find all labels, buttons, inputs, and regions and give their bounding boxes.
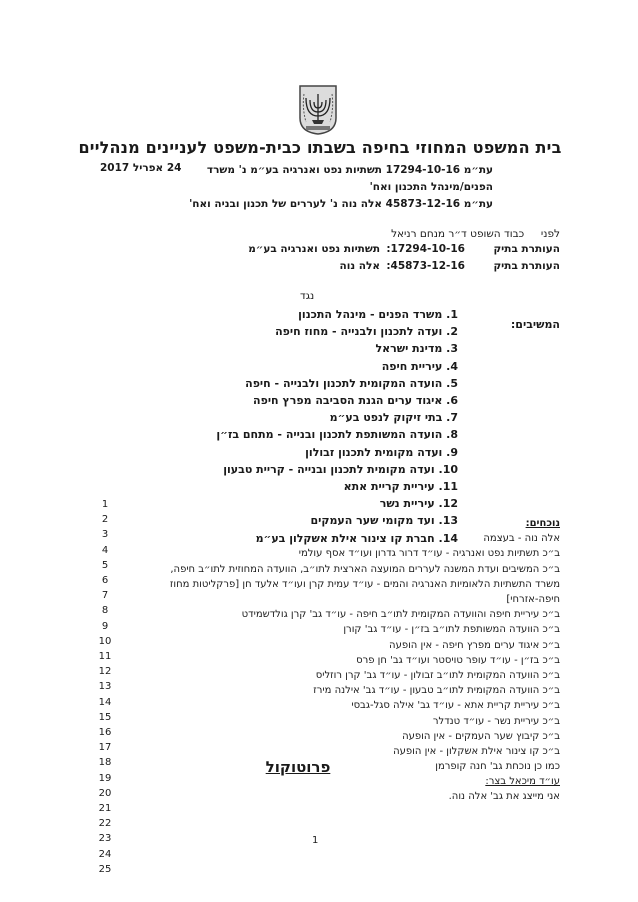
versus-label: נגד <box>300 290 315 302</box>
present-line: ב״כ קו צינור אילת אשקלון - אין הופעה <box>393 746 560 758</box>
case-numbers <box>113 162 493 213</box>
page-number: 1 <box>312 835 319 846</box>
judge-name: כבוד השופט ד״ר מנחם רניאל <box>391 228 525 240</box>
line-number: 23 <box>98 833 112 845</box>
present-line: ב״כ איגוד ערים מפרץ חיפה - אין הופעה <box>389 639 560 651</box>
line-number: 12 <box>98 666 112 678</box>
line-number: 17 <box>98 742 112 754</box>
petitioner-label: העותרת בתיק <box>493 260 560 272</box>
respondent-item: 8. הועדה המשותפת לתכנון ובנייה - מתחם בז״ן <box>216 428 458 442</box>
respondent-item: 10. ועדה מקומית לתכנון ובנייה - קריית טבעון <box>223 462 458 476</box>
present-line: ב״כ עיריית נשר - עו״ד טנדלר <box>432 715 560 727</box>
present-line: אלה נוה - בעצמה <box>483 533 560 545</box>
line-number: 19 <box>98 772 112 784</box>
present-line: ב״כ בז״ן - עו״ד עופר טויסטר ועו״ד גב' חן פרס <box>356 654 560 666</box>
line-number: 3 <box>101 529 109 541</box>
before-judge <box>200 226 560 242</box>
petitioners <box>200 241 560 275</box>
case-line: עת״מ 17294-10-16 תשתיות נפט ואנרגיה בע״מ נ' משרד <box>206 164 493 176</box>
petitioner-name: אלה נוה <box>339 260 380 272</box>
speaker-block <box>449 774 560 804</box>
line-number: 11 <box>98 651 112 663</box>
respondent-item: 3. מדינת ישראל <box>375 342 458 356</box>
respondent-item: 14. חברת קו צינור אילת אשקלון בע״מ <box>255 531 458 545</box>
petitioner-label: העותרת בתיק <box>493 243 560 255</box>
line-number: 5 <box>101 559 109 571</box>
present-line: ב״כ תשתיות נפט ואנרגיה - עו״ד דרור גדרון ועו״ד אסף עולמי <box>298 548 560 560</box>
line-number: 16 <box>98 727 112 739</box>
line-number: 1 <box>101 499 109 510</box>
line-number: 22 <box>98 818 112 830</box>
speaker-name: עו״ד מיכאל בצר: <box>485 776 560 787</box>
present-line: ב״כ המשיבים ועדת המשנה לעררים המועצה הארצית לתו״ב, הוועדה המחוזית לתו״ב חיפה, <box>170 563 560 575</box>
petitioner-case: 45873-12-16: <box>386 260 465 272</box>
present-line: ב״כ הוועדה המשותפת לתו״ב בז״ן - עו״ד גב' קורן <box>343 624 560 636</box>
court-title: בית המשפט המחוזי בחיפה בשבתו כבית-משפט לעניינים מנהליים <box>78 138 562 157</box>
before-label: לפני <box>540 228 560 240</box>
line-number: 18 <box>98 757 112 769</box>
respondent-item: 2. ועדה לתכנון ולבנייה - מחוז חיפה <box>275 325 458 339</box>
hearing-date: 24 אפריל 2017 <box>100 162 182 174</box>
petitioner-row <box>200 258 560 275</box>
case-line: עת״מ 45873-12-16 אלה נוה נ' לעררים של תכנון ובניה ואח' <box>189 198 493 210</box>
line-number: 13 <box>98 681 112 693</box>
present-line: ב״כ עיריית קריית אתא - עו״ד גב' אילה סגל-גבסי <box>351 700 560 712</box>
respondent-item: 13. ועד מקומי שער העמקים <box>310 514 458 528</box>
case-line: הפנים/מינהל התכנון ואח' <box>369 181 493 193</box>
petitioner-name: תשתיות נפט ואנרגיה בע״מ <box>248 243 380 255</box>
respondents-list <box>128 306 458 547</box>
line-number: 7 <box>101 590 109 602</box>
line-number: 14 <box>98 696 112 708</box>
respondent-item: 4. עיריית חיפה <box>381 359 458 373</box>
respondent-item: 5. הועדה המקומית לתכנון ולבנייה - חיפה <box>245 376 458 390</box>
respondent-item: 12. עיריית נשר <box>379 497 458 511</box>
respondent-item: 7. בתי זיקוק לנפט בע״מ <box>329 411 458 425</box>
state-emblem-icon <box>298 84 338 136</box>
line-number: 8 <box>101 605 109 617</box>
present-section <box>100 516 560 774</box>
line-number: 10 <box>98 635 112 647</box>
line-number: 6 <box>101 575 109 587</box>
present-line: ב״כ הוועדה המקומית לתו״ב זבולון - עו״ד גב' קרן רוזליס <box>315 670 560 682</box>
line-number: 24 <box>98 848 112 860</box>
speaker-text: אני מייצג את גב' אלה נוה. <box>448 791 560 803</box>
line-number: 9 <box>101 620 109 632</box>
present-line: חיפה-אזרחי] <box>506 594 560 606</box>
present-line: משרד התשתיות הלאומיות האנרגיה והמים - עו״ד עמית קרן ועו״ד אלעד חן [פרקליטות מחוז <box>169 578 560 590</box>
present-line: כמו כן נוכחת גב' חנה קופרמן <box>435 761 560 773</box>
line-number: 15 <box>98 711 112 723</box>
protocol-title: פרוטוקול <box>265 758 331 776</box>
present-line: ב״כ קיבוץ שער העמקים - אין הופעה <box>402 730 560 742</box>
line-number: 20 <box>98 787 112 799</box>
respondent-item: 11. עיריית קריית אתא <box>343 480 458 494</box>
present-line: ב״כ עיריית חיפה והוועדה המקומית לתו״ב חיפה - עו״ד גב' קרן גולדשמידט <box>241 609 560 621</box>
line-number: 4 <box>101 544 109 556</box>
respondents-label: המשיבים: <box>510 318 560 331</box>
respondent-item: 9. ועדה מקומית לתכנון זבולון <box>305 445 458 459</box>
line-number: 21 <box>98 803 112 815</box>
respondent-item: 6. איגוד ערים הגנת הסביבה מפרץ חיפה <box>253 394 458 408</box>
present-line: ב״כ הוועדה המקומית לתו״ב טבעון - עו״ד גב' אילנה מירז <box>313 685 560 697</box>
line-number: 2 <box>101 514 109 526</box>
petitioner-row <box>200 241 560 258</box>
petitioner-case: 17294-10-16: <box>386 243 465 255</box>
line-number: 25 <box>98 863 112 875</box>
respondent-item: 1. משרד הפנים - מינהל התכנון <box>298 308 458 321</box>
present-title: נוכחים: <box>525 518 560 529</box>
